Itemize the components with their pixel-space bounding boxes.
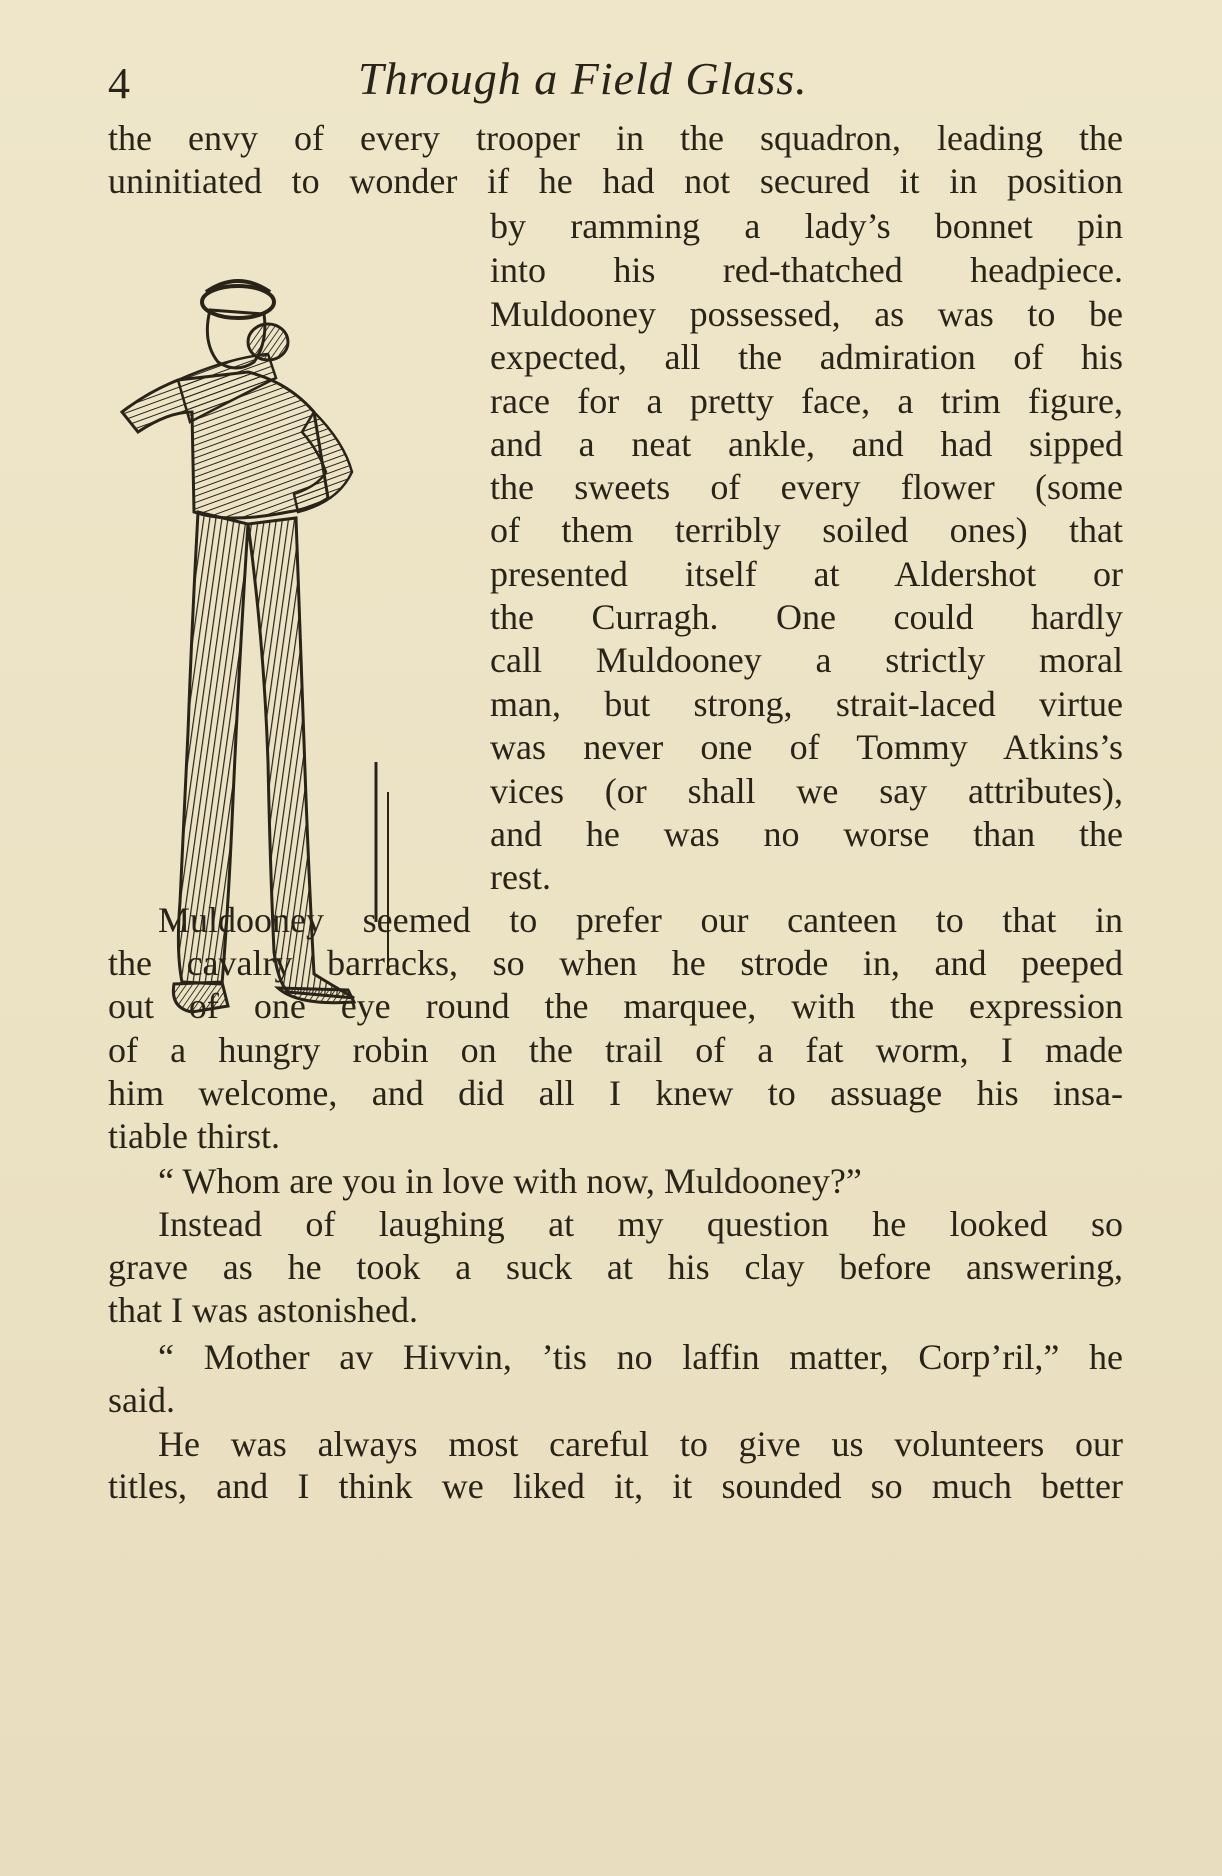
text-line: expected, all the admiration of his xyxy=(490,337,1123,377)
text-line: grave as he took a suck at his clay before answering, xyxy=(108,1247,1123,1287)
page-header xyxy=(108,52,1123,112)
text-line: rest. xyxy=(490,857,551,897)
text-line: Muldooney seemed to prefer our canteen to that in xyxy=(158,900,1123,940)
text-line: Instead of laughing at my question he looked so xyxy=(158,1204,1123,1244)
running-title: Through a Field Glass. xyxy=(358,53,808,104)
text-line: titles, and I think we liked it, it sounded so much better xyxy=(108,1466,1123,1506)
text-line: tiable thirst. xyxy=(108,1116,280,1156)
text-line: man, but strong, strait-laced virtue xyxy=(490,684,1123,724)
text-line: said. xyxy=(108,1380,175,1420)
text-line: “ Whom are you in love with now, Muldooney?” xyxy=(158,1161,862,1201)
text-line: and a neat ankle, and had sipped xyxy=(490,424,1123,464)
text-line: of a hungry robin on the trail of a fat worm, I made xyxy=(108,1030,1123,1070)
text-line: Muldooney possessed, as was to be xyxy=(490,294,1123,334)
text-line: was never one of Tommy Atkins’s xyxy=(490,727,1123,767)
text-line: the sweets of every flower (some xyxy=(490,467,1123,507)
text-line: out of one eye round the marquee, with the expression xyxy=(108,986,1123,1026)
text-line: that I was astonished. xyxy=(108,1290,418,1330)
text-line: race for a pretty face, a trim figure, xyxy=(490,381,1123,421)
text-line: vices (or shall we say attributes), xyxy=(490,771,1123,811)
text-line: by ramming a lady’s bonnet pin xyxy=(490,206,1123,246)
text-line: the cavalry barracks, so when he strode in, and peeped xyxy=(108,943,1123,983)
text-line: him welcome, and did all I knew to assuage his insa- xyxy=(108,1073,1123,1113)
text-line: uninitiated to wonder if he had not secured it in position xyxy=(108,161,1123,201)
text-line: of them terribly soiled ones) that xyxy=(490,510,1123,550)
text-line: into his red-thatched headpiece. xyxy=(490,250,1123,290)
page-number: 4 xyxy=(108,59,130,108)
text-line: the Curragh. One could hardly xyxy=(490,597,1123,637)
text-line: “ Mother av Hivvin, ’tis no laffin matter, Corp’ril,” he xyxy=(158,1337,1123,1377)
text-line: call Muldooney a strictly moral xyxy=(490,640,1123,680)
text-line: and he was no worse than the xyxy=(490,814,1123,854)
text-line: He was always most careful to give us volunteers our xyxy=(158,1424,1123,1464)
text-line: presented itself at Aldershot or xyxy=(490,554,1123,594)
text-line: the envy of every trooper in the squadron, leading the xyxy=(108,118,1123,158)
